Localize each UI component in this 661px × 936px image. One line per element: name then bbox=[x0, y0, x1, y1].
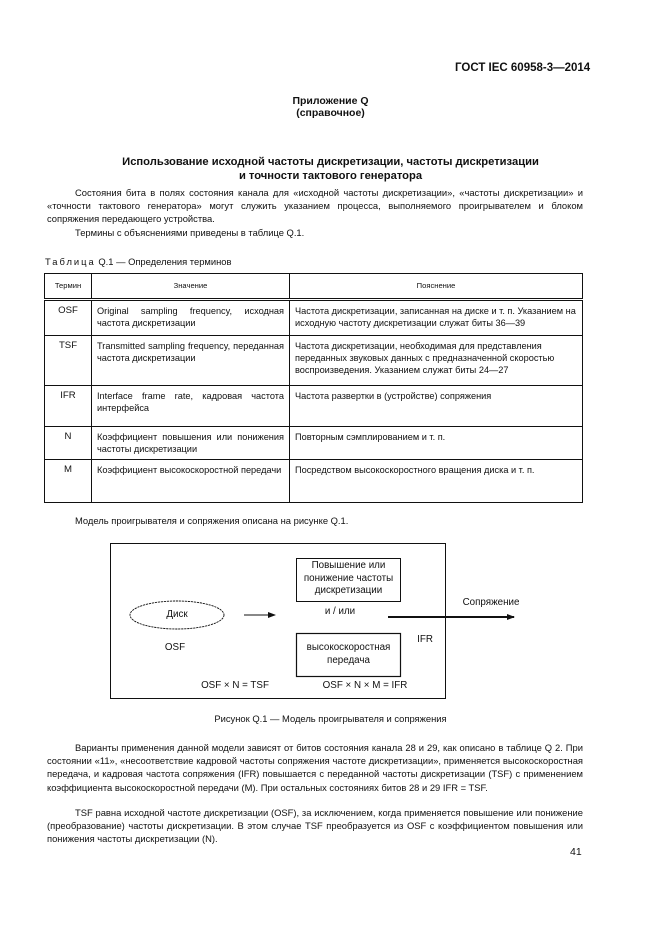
annex-subtitle: (справочное) bbox=[296, 107, 365, 119]
table-caption-text: Q.1 — Определения терминов bbox=[95, 256, 232, 267]
tsf-paragraph: TSF равна исходной частоте дискретизации (OSF), за исключением, когда применяется повышение или понижение (преобразование) частоты дискретизации. В этом случае TSF преобразуется из OSF с коэффициентом повышения или понижения частоты дискретизации (N). bbox=[47, 807, 583, 845]
explanation-cell: Частота развертки в (устройстве) сопряжения bbox=[290, 386, 583, 427]
column-header-meaning: Значение bbox=[92, 274, 290, 300]
annex-title: Приложение Q bbox=[292, 95, 369, 107]
table-row bbox=[45, 386, 583, 427]
disk-label: Диск bbox=[166, 609, 188, 620]
explanation-cell: Повторным сэмплированием и т. п. bbox=[290, 427, 583, 460]
ifr-label: IFR bbox=[417, 634, 433, 645]
table-row bbox=[45, 460, 583, 503]
osf-label: OSF bbox=[164, 642, 186, 653]
meaning-cell: Original sampling frequency, исходная частота дискретизации bbox=[92, 300, 290, 336]
table-caption-label: Таблица bbox=[45, 256, 96, 267]
intro-paragraph: Состояния бита в полях состояния канала для «исходной частоты дискретизации», «частоты дискретизации» и «точности тактового генератора» могут служить указанием процесса, выполняемого проигрывателем и блоком сопряжения передающего устройства. bbox=[47, 187, 583, 225]
table-caption bbox=[45, 256, 231, 267]
terms-table bbox=[44, 273, 583, 503]
term-cell: N bbox=[45, 427, 92, 460]
explanation-cell: Частота дискретизации, необходимая для представления переданных звуковых данных с предназначенной скоростью воспроизведения. Указанием служат биты 24—27 bbox=[290, 336, 583, 386]
variants-paragraph: Варианты применения данной модели зависят от битов состояния канала 28 и 29, как описано в таблице Q 2. При состоянии «11», «несоответствие кадровой частоты сопряжения частоте дискретизации», применяется высокоскоростная передача, и кадровая частота сопряжения (IFR) повышается с переданной частоты дискретизации (TSF) с применением коэффициента высокоскоростной передачи (M). При остальных состояниях битов 28 и 29 IFR = TSF. bbox=[47, 742, 583, 793]
explanation-cell: Посредством высокоскоростного вращения диска и т. п. bbox=[290, 460, 583, 503]
highspeed-box-label: высокоскоростная передача bbox=[306, 642, 391, 666]
term-cell: OSF bbox=[45, 300, 92, 336]
section-title-line-2: и точности тактового генератора bbox=[238, 170, 423, 182]
table-header-row bbox=[45, 274, 583, 300]
table-row bbox=[45, 300, 583, 336]
table-row bbox=[45, 336, 583, 386]
interface-label: Сопряжение bbox=[462, 597, 520, 608]
column-header-explanation: Пояснение bbox=[290, 274, 583, 300]
meaning-cell: Коэффициент высокоскоростной передачи bbox=[92, 460, 290, 503]
explanation-cell: Частота дискретизации, записанная на диске и т. п. Указанием на исходную частоту дискретизации служат биты 36—39 bbox=[290, 300, 583, 336]
formula-ifr: OSF × N × M = IFR bbox=[322, 680, 408, 691]
meaning-cell: Interface frame rate, кадровая частота интерфейса bbox=[92, 386, 290, 427]
table-row bbox=[45, 427, 583, 460]
figure-caption: Рисунок Q.1 — Модель проигрывателя и сопряжения bbox=[214, 713, 447, 724]
column-header-term: Термин bbox=[45, 274, 92, 300]
model-reference-paragraph: Модель проигрывателя и сопряжения описана на рисунке Q.1. bbox=[75, 515, 349, 526]
term-cell: IFR bbox=[45, 386, 92, 427]
formula-tsf: OSF × N = TSF bbox=[201, 680, 269, 691]
term-cell: TSF bbox=[45, 336, 92, 386]
terms-reference-paragraph: Термины с объяснениями приведены в таблице Q.1. bbox=[75, 227, 305, 238]
meaning-cell: Коэффициент повышения или понижения частоты дискретизации bbox=[92, 427, 290, 460]
meaning-cell: Transmitted sampling frequency, переданная частота дискретизации bbox=[92, 336, 290, 386]
term-cell: M bbox=[45, 460, 92, 503]
page-number: 41 bbox=[570, 846, 582, 858]
document-standard-number: ГОСТ IEC 60958-3—2014 bbox=[455, 62, 591, 74]
and-or-label: и / или bbox=[324, 606, 356, 617]
resample-box-label: Повышение или понижение частоты дискретизации bbox=[303, 560, 394, 596]
section-title-line-1: Использование исходной частоты дискретизации, частоты дискретизации bbox=[122, 156, 539, 168]
